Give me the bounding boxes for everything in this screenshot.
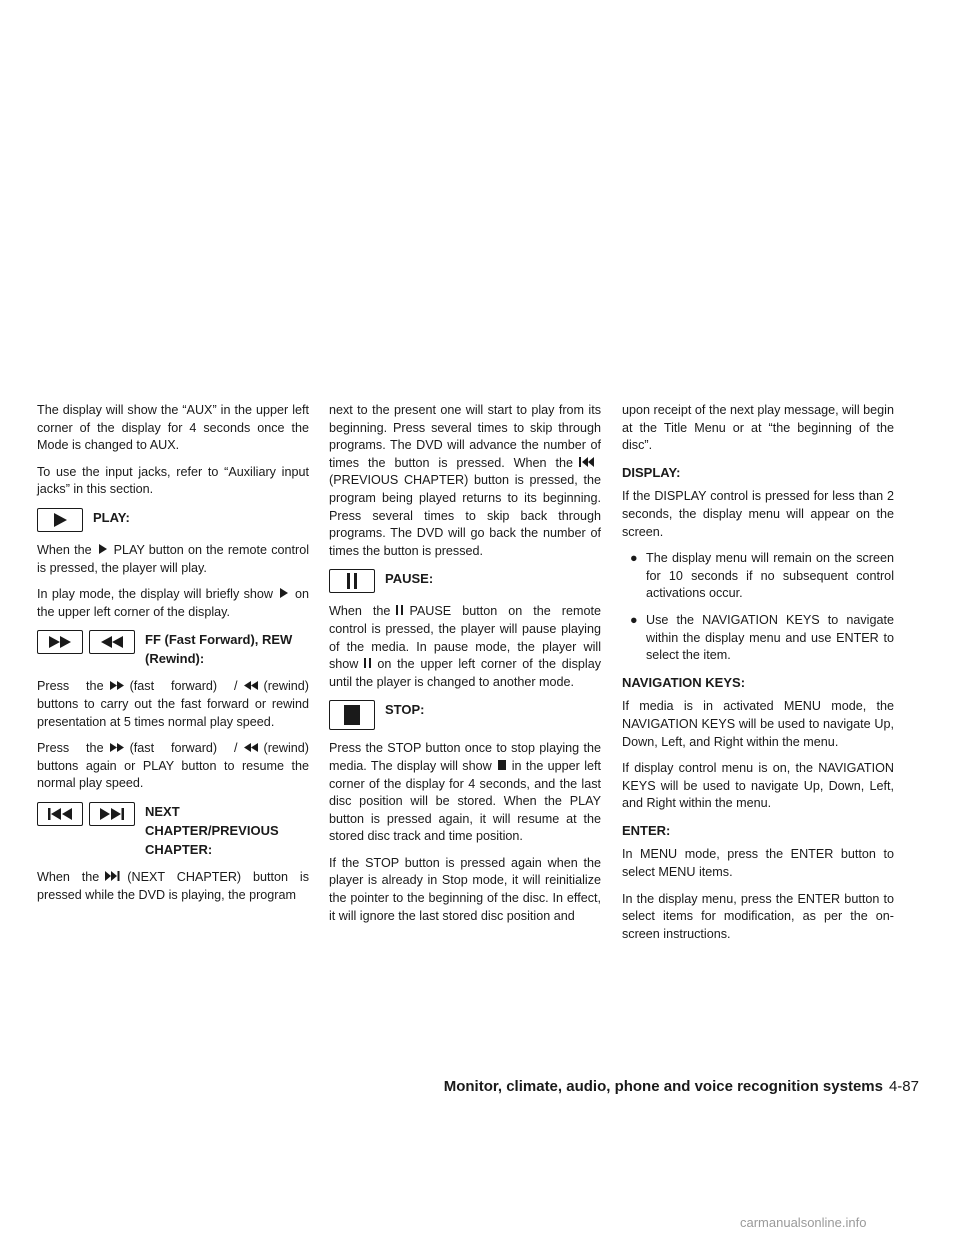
paragraph-chapter-continued: next to the present one will start to play from its beginning. Press several times to skip through programs. The DVD will advance the number of times the button is pressed. When the(PREVIOUS CHAPTER) button is pressed, the program being played returns to its beginning. Press several times to skip back through programs. The DVD will go back the number of times the button is pressed.: [329, 403, 601, 558]
play-icon: [279, 586, 289, 604]
previous-chapter-button-icon: [37, 802, 83, 826]
paragraph-enter-2: In the display menu, press the ENTER button to select items for modification, as per the on-screen instructions.: [622, 891, 894, 941]
rewind-icon: [244, 740, 258, 758]
column-1: [37, 402, 309, 913]
fast-forward-button-icon: [37, 630, 83, 654]
paragraph-stop-1: Press the STOP button once to stop playing the media. The display will show in the upper left corner of the display for 4 seconds, and the last disc position will be stored. When the PLAY button is pressed again, it will resume at the stored disc track and time position.: [329, 741, 601, 844]
next-chapter-icon: [105, 869, 121, 887]
rewind-button-icon: [89, 630, 135, 654]
paragraph-nav-1: If media is in activated MENU mode, the NAVIGATION KEYS will be used to navigate Up, Down, Left, and Right within the menu.: [622, 699, 894, 749]
list-item: ● Use the NAVIGATION KEYS to navigate within the display menu and use ENTER to select the item.: [622, 612, 894, 665]
paragraph-ff-2: Press the (fast forward) / (rewind) buttons again or PLAY button to resume the normal play speed.: [37, 741, 309, 791]
paragraph-pause: When the PAUSE button on the remote control is pressed, the player will pause playing of the media. In pause mode, the player will show on the upper left corner of the display until the player is changed to another mode.: [329, 604, 602, 689]
paragraph-play-1: When the PLAY button on the remote control is pressed, the player will play.: [37, 542, 309, 575]
paragraph-nav-2: If display control menu is on, the NAVIGATION KEYS will be used to navigate Up, Down, Left, and Right within the menu.: [622, 761, 894, 811]
paragraph-stop-continued: upon receipt of the next play message, will begin at the Title Menu or at “the beginning of the disc”.: [622, 403, 894, 453]
pause-button-icon: [329, 569, 375, 593]
page-footer: [444, 1078, 919, 1095]
column-3: [622, 402, 894, 952]
paragraph-next-chapter: When the (NEXT CHAPTER) button is pressed while the DVD is playing, the program: [37, 869, 309, 902]
page-number: 4-87: [888, 1078, 919, 1095]
chapter-heading-3: CHAPTER:: [145, 841, 213, 857]
stop-heading: STOP:: [385, 702, 425, 718]
play-section-heading: [37, 508, 309, 532]
paragraph-play-2: In play mode, the display will briefly show on the upper left corner of the display.: [37, 587, 309, 619]
watermark: carmanualsonline.info: [740, 1215, 867, 1230]
play-icon: [98, 542, 108, 560]
pause-icon: [364, 656, 371, 674]
paragraph-stop-2: If the STOP button is pressed again when the player is already in Stop mode, it will reinitialize the pointer to the beginning of the disc. In effect, it will ignore the last stored disc position and: [329, 855, 601, 923]
fast-forward-icon: [110, 678, 124, 696]
list-item: ● The display menu will remain on the screen for 10 seconds if no subsequent control activations occur.: [622, 550, 894, 603]
pause-icon: [396, 603, 403, 621]
ff-rew-section-heading: [37, 630, 309, 668]
paragraph-input-jacks: To use the input jacks, refer to “Auxiliary input jacks” in this section.: [37, 464, 309, 497]
pause-heading: PAUSE:: [385, 571, 434, 587]
pause-section-heading: [329, 569, 601, 593]
play-button-icon: [37, 508, 83, 532]
chapter-section-heading: [37, 802, 309, 859]
stop-section-heading: [329, 700, 601, 730]
play-heading: PLAY:: [93, 509, 130, 525]
rewind-icon: [244, 678, 258, 696]
paragraph-display: If the DISPLAY control is pressed for less than 2 seconds, the display menu will appear on the screen.: [622, 489, 894, 539]
display-heading: DISPLAY:: [622, 464, 681, 480]
ff-rew-heading-2: (Rewind):: [145, 651, 205, 667]
enter-heading: ENTER:: [622, 822, 671, 838]
column-2: [329, 402, 601, 934]
bullet-icon: ●: [630, 612, 638, 627]
chapter-heading-1: NEXT: [145, 803, 180, 819]
stop-button-icon: [329, 700, 375, 730]
previous-chapter-icon: [579, 455, 595, 473]
ff-rew-heading: FF (Fast Forward), REW: [145, 632, 293, 648]
paragraph-ff-1: Press the (fast forward) / (rewind) buttons to carry out the fast forward or rewind presentation at 5 times normal play speed.: [37, 679, 309, 729]
next-chapter-button-icon: [89, 802, 135, 826]
section-title: Monitor, climate, audio, phone and voice recognition systems: [443, 1078, 883, 1095]
paragraph-aux-display: The display will show the “AUX” in the upper left corner of the display for 4 seconds once the Mode is changed to AUX.: [37, 403, 309, 453]
bullet-icon: ●: [630, 551, 638, 566]
fast-forward-icon: [110, 740, 124, 758]
stop-icon: [498, 758, 506, 776]
chapter-heading-2: CHAPTER/PREVIOUS: [145, 822, 279, 838]
paragraph-enter-1: In MENU mode, press the ENTER button to select MENU items.: [622, 847, 894, 880]
navigation-keys-heading: NAVIGATION KEYS:: [622, 674, 746, 690]
